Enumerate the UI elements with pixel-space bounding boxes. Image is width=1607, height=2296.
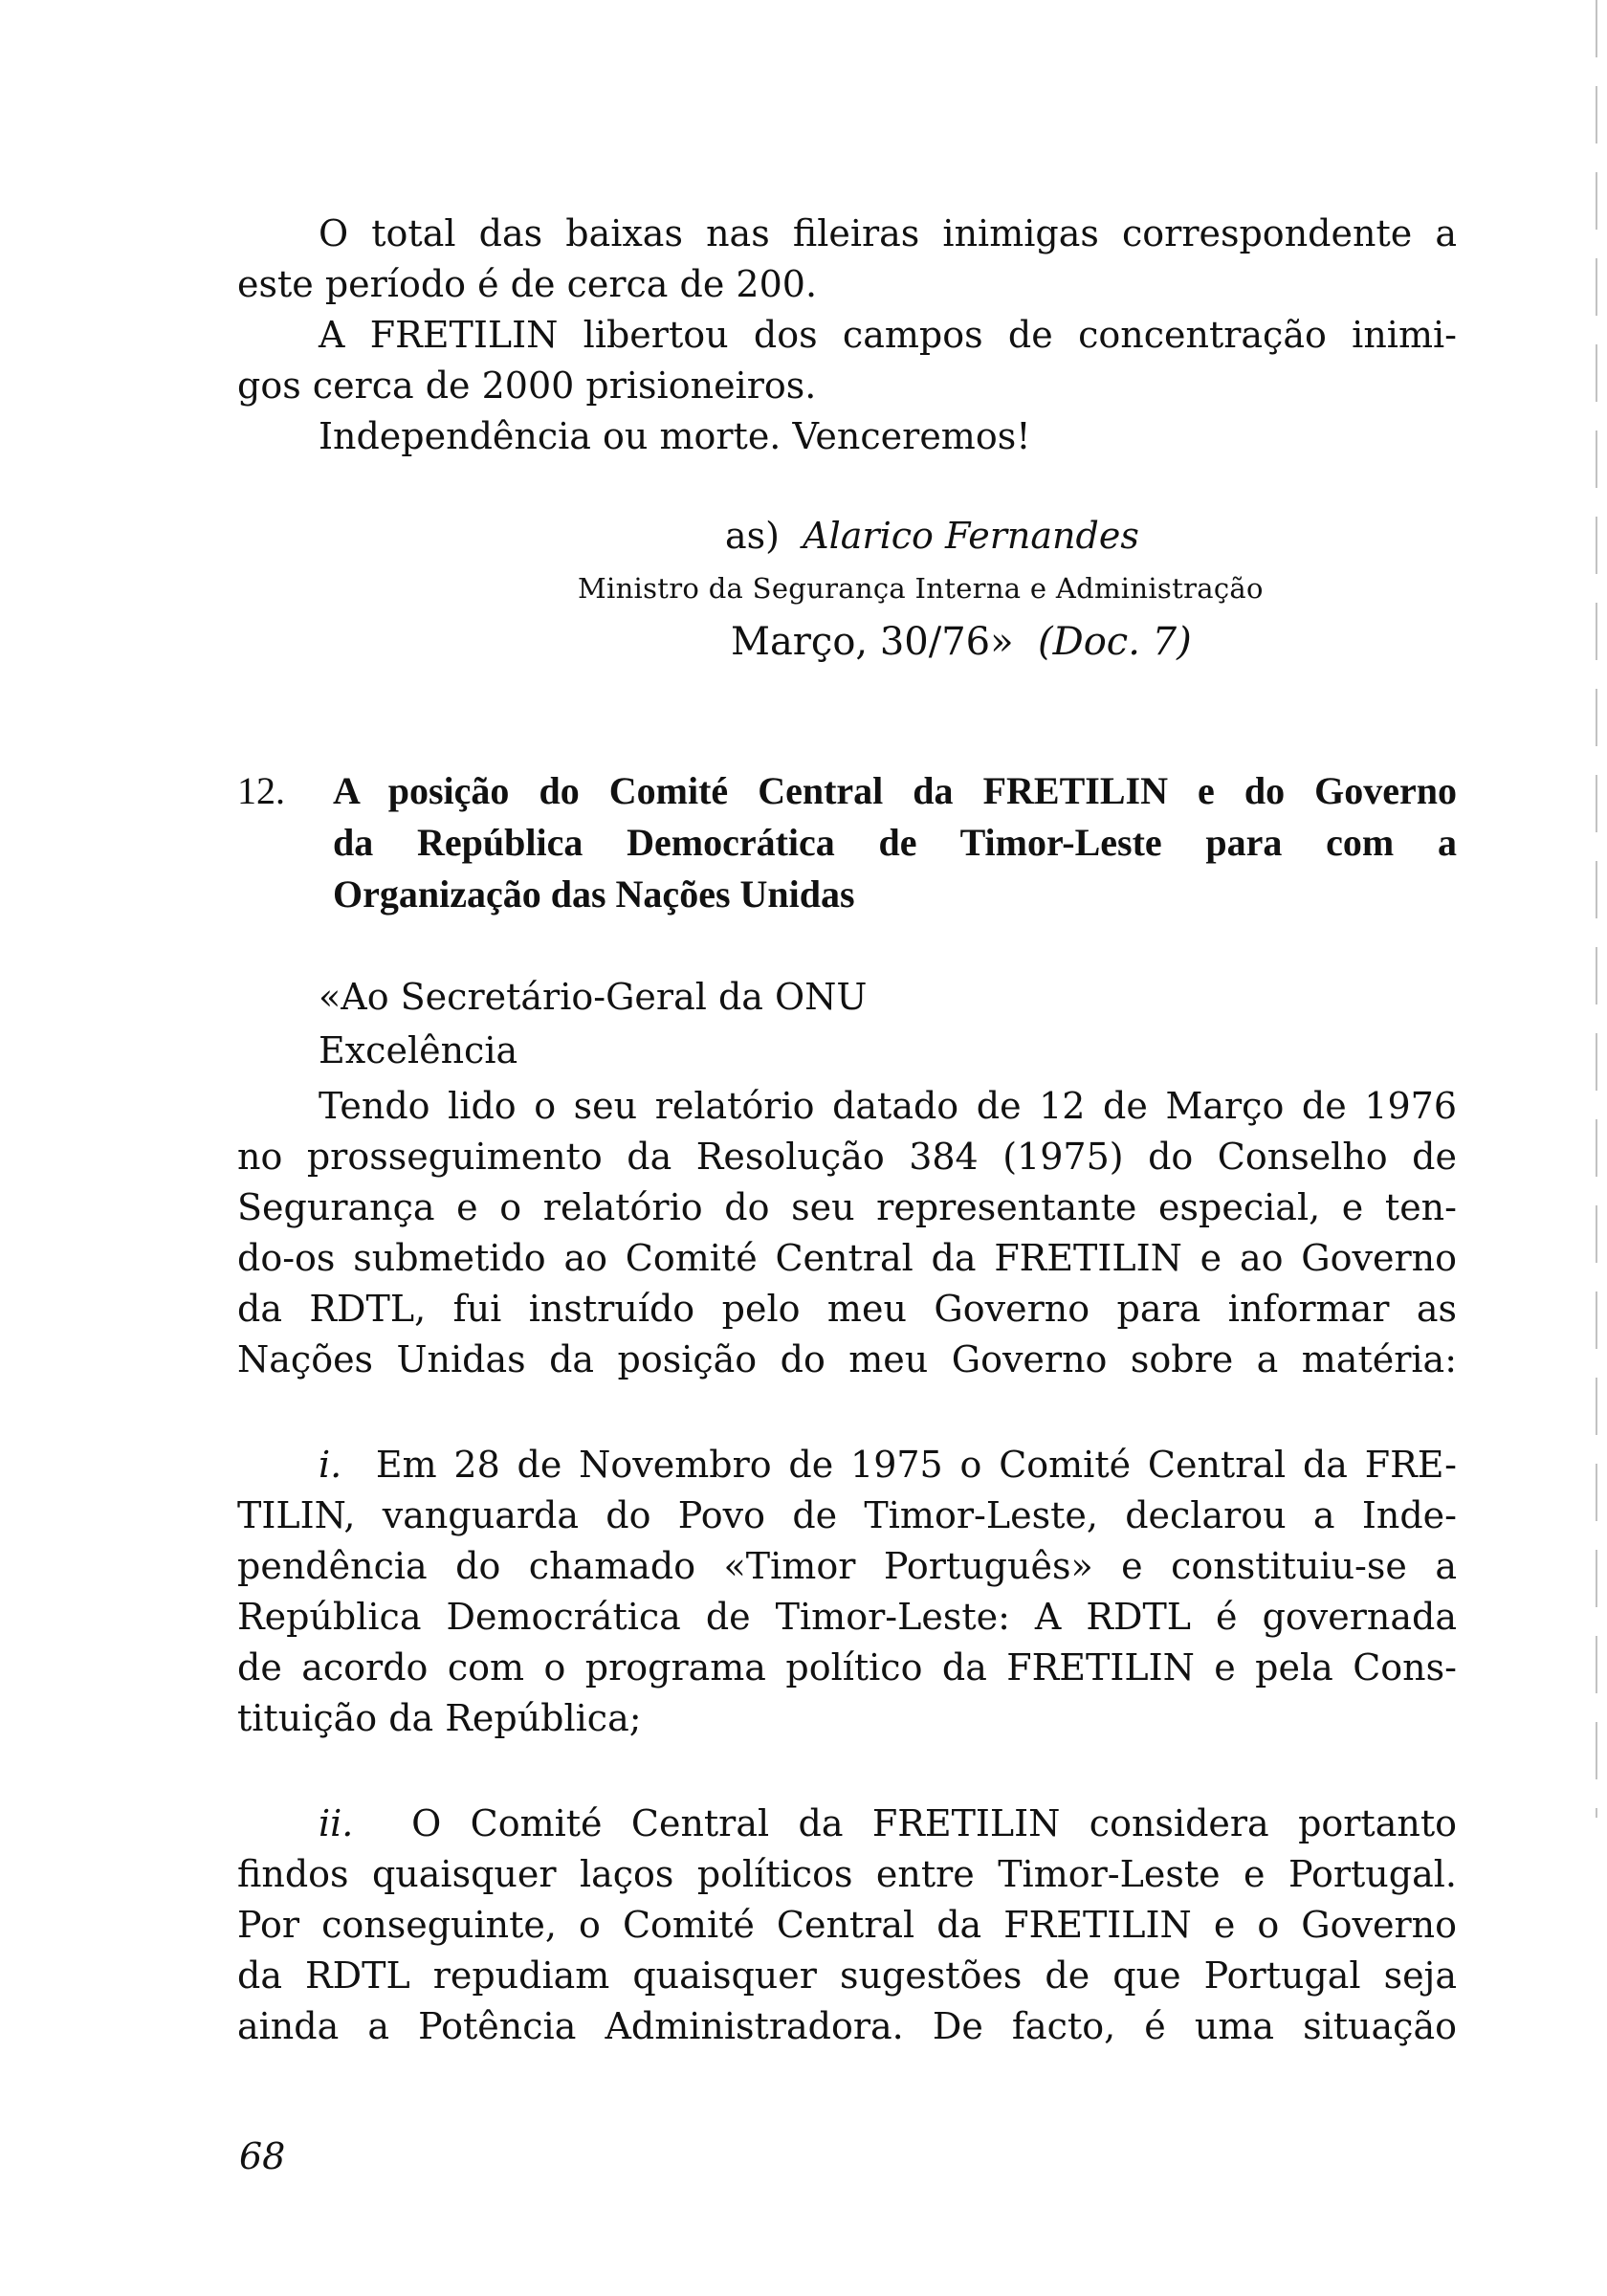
text-line: pendência do chamado «Timor Português» e constituiu-se a	[237, 1545, 1457, 1587]
text-line: de acordo com o programa político da FRETILIN e pela Cons-	[237, 1646, 1457, 1689]
text-line: TILIN, vanguarda do Povo de Timor-Leste, declarou a Inde-	[237, 1494, 1457, 1536]
section-heading	[237, 765, 1457, 920]
text-line: da RDTL repudiam quaisquer sugestões de que Portugal seja	[237, 1954, 1457, 1997]
signatory-name: Alarico Fernandes	[803, 515, 1139, 557]
section-title-line: A posição do Comité Central da FRETILIN e do Governo	[333, 769, 1457, 812]
text-line: A FRETILIN libertou dos campos de concentração inimi-	[319, 314, 1457, 356]
signature-prefix: as)	[725, 515, 780, 557]
signature-date: Março, 30/76»	[731, 620, 1014, 664]
item-marker: i.	[319, 1444, 342, 1486]
text-line: tituição da República;	[237, 1697, 642, 1739]
text-line: findos quaisquer laços políticos entre Timor-Leste e Portugal.	[237, 1853, 1457, 1895]
section-title-line: Organização das Nações Unidas	[333, 872, 855, 916]
text-line: Independência ou morte. Venceremos!	[319, 415, 1031, 457]
signatory-role: Ministro da Segurança Interna e Administração	[578, 572, 1264, 605]
letter-opening	[237, 972, 1457, 1076]
letter-intro-paragraph	[237, 1081, 1457, 1385]
signature-date-line	[731, 620, 1192, 664]
text-line: República Democrática de Timor-Leste: A RDTL é governada	[237, 1596, 1457, 1638]
item-marker: ii.	[319, 1802, 354, 1844]
section-number: 12.	[237, 769, 285, 812]
item-first-line	[237, 1440, 1457, 1490]
text-line: gos cerca de 2000 prisioneiros.	[237, 364, 817, 407]
item-text: O Comité Central da FRETILIN considera portanto	[411, 1802, 1457, 1844]
letter-salutation: «Ao Secretário-Geral da ONU	[319, 976, 868, 1018]
scan-edge-artifact	[1596, 0, 1597, 1818]
letter-greeting: Excelência	[319, 1029, 518, 1071]
text-line: da RDTL, fui instruído pelo meu Governo para informar as	[237, 1288, 1457, 1330]
item-first-line	[237, 1799, 1457, 1849]
text-line: este período é de cerca de 200.	[237, 263, 818, 305]
text-line: ainda a Potência Administradora. De facto, é uma situação	[237, 2005, 1457, 2047]
text-line: Tendo lido o seu relatório datado de 12 de Março de 1976	[319, 1085, 1457, 1127]
text-line: Por conseguinte, o Comité Central da FRETILIN e o Governo	[237, 1904, 1457, 1946]
item-text: Em 28 de Novembro de 1975 o Comité Central da FRE-	[375, 1444, 1457, 1486]
signature-name-line	[725, 515, 1139, 557]
letter-item-ii	[237, 1799, 1457, 2052]
opening-paragraph	[237, 209, 1457, 462]
section-title-line: da República Democrática de Timor-Leste para com a	[333, 821, 1457, 864]
letter-item-i	[237, 1440, 1457, 1744]
document-reference: (Doc. 7)	[1038, 620, 1192, 664]
text-line: O total das baixas nas fileiras inimigas correspondente a	[319, 212, 1457, 254]
text-line: do-os submetido ao Comité Central da FRETILIN e ao Governo	[237, 1237, 1457, 1279]
page-number: 68	[239, 2135, 286, 2177]
text-line: no prosseguimento da Resolução 384 (1975) do Conselho de	[237, 1136, 1457, 1178]
text-line: Segurança e o relatório do seu representante especial, e ten-	[237, 1186, 1457, 1228]
text-line: Nações Unidas da posição do meu Governo sobre a matéria:	[237, 1338, 1457, 1380]
